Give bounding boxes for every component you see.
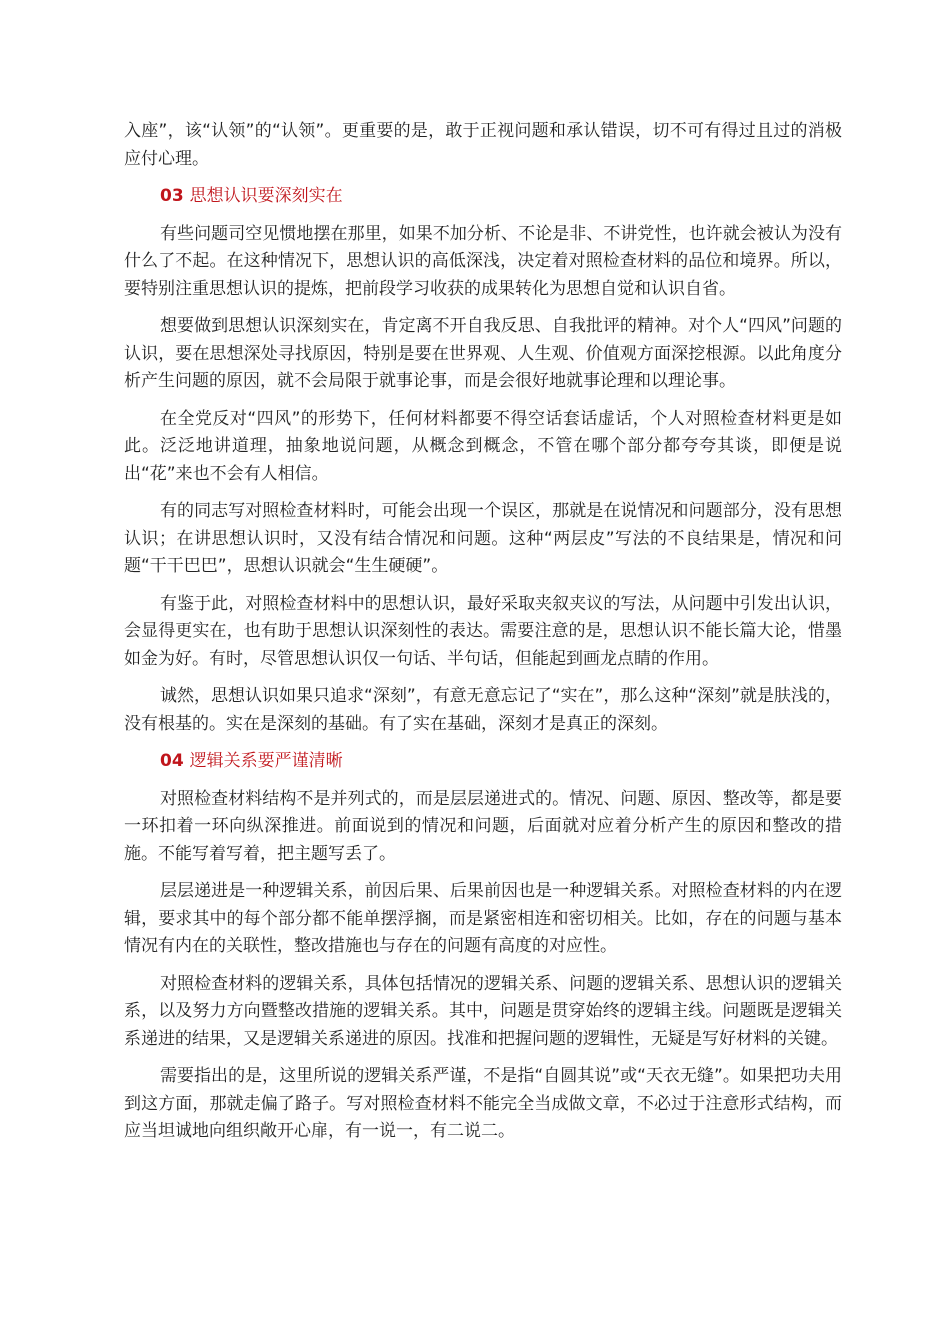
section-03-paragraph: 有些问题司空见惯地摆在那里，如果不加分析、不论是非、不讲党性，也许就会被认为没有什么了不起。在这种情况下，思想认识的高低深浅，决定着对照检查材料的品位和境界。所以，要特别注重思想认识的提炼，把前段学习收获的成果转化为思想自觉和认识自省。 [124, 223, 842, 299]
section-04-paragraph: 需要指出的是，这里所说的逻辑关系严谨，不是指“自圆其说”或“天衣无缝”。如果把功夫用到这方面，那就走偏了路子。写对照检查材料不能完全当成做文章，不必过于注意形式结构，而应当坦诚地向组织敞开心扉，有一说一，有二说二。 [124, 1066, 842, 1141]
section-04-title: 逻辑关系要严谨清晰 [189, 751, 343, 771]
section-03-paragraph: 在全党反对“四风”的形势下，任何材料都要不得空话套话虚话，个人对照检查材料更是如此。泛泛地讲道理，抽象地说问题，从概念到概念，不管在哪个部分都夸夸其谈，即便是说出“花”来也不会有人相信。 [124, 408, 842, 484]
intro-paragraph: 入座”，该“认领”的“认领”。更重要的是，敢于正视问题和承认错误，切不可有得过且过的消极应付心理。 [124, 121, 842, 169]
section-03-title: 思想认识要深刻实在 [189, 186, 343, 206]
section-03-paragraph: 有的同志写对照检查材料时，可能会出现一个误区，那就是在说情况和问题部分，没有思想认识；在讲思想认识时，又没有结合情况和问题。这种“两层皮”写法的不良结果是，情况和问题“干干巴巴”，思想认识就会“生生硬硬”。 [124, 501, 842, 576]
document-page [124, 118, 842, 1156]
section-04-paragraph: 对照检查材料结构不是并列式的，而是层层递进式的。情况、问题、原因、整改等，都是要一环扣着一环向纵深推进。前面说到的情况和问题，后面就对应着分析产生的原因和整改的措施。不能写着写着，把主题写丢了。 [124, 788, 842, 864]
section-03-paragraph: 有鉴于此，对照检查材料中的思想认识，最好采取夹叙夹议的写法，从问题中引发出认识，会显得更实在，也有助于思想认识深刻性的表达。需要注意的是，思想认识不能长篇大论，惜墨如金为好。有时，尽管思想认识仅一句话、半句话，但能起到画龙点睛的作用。 [124, 593, 842, 669]
section-04-paragraph: 对照检查材料的逻辑关系，具体包括情况的逻辑关系、问题的逻辑关系、思想认识的逻辑关系，以及努力方向暨整改措施的逻辑关系。其中，问题是贯穿始终的逻辑主线。问题既是逻辑关系递进的结果，又是逻辑关系递进的原因。找准和把握问题的逻辑性，无疑是写好材料的关键。 [124, 973, 842, 1049]
section-04-paragraph: 层层递进是一种逻辑关系，前因后果、后果前因也是一种逻辑关系。对照检查材料的内在逻辑，要求其中的每个部分都不能单摆浮搁，而是紧密相连和密切相关。比如，存在的问题与基本情况有内在的关联性，整改措施也与存在的问题有高度的对应性。 [124, 881, 842, 956]
section-04-heading [124, 748, 842, 776]
section-03-paragraph: 想要做到思想认识深刻实在，肯定离不开自我反思、自我批评的精神。对个人“四风”问题的认识，要在思想深处寻找原因，特别是要在世界观、人生观、价值观方面深挖根源。以此角度分析产生问题的原因，就不会局限于就事论事，而是会很好地就事论理和以理论事。 [124, 316, 842, 391]
section-04-number: 04 [160, 751, 184, 771]
section-03-number: 03 [160, 186, 184, 206]
section-03-heading [124, 183, 842, 211]
section-03-paragraph: 诚然，思想认识如果只追求“深刻”，有意无意忘记了“实在”，那么这种“深刻”就是肤浅的，没有根基的。实在是深刻的基础。有了实在基础，深刻才是真正的深刻。 [124, 686, 842, 734]
